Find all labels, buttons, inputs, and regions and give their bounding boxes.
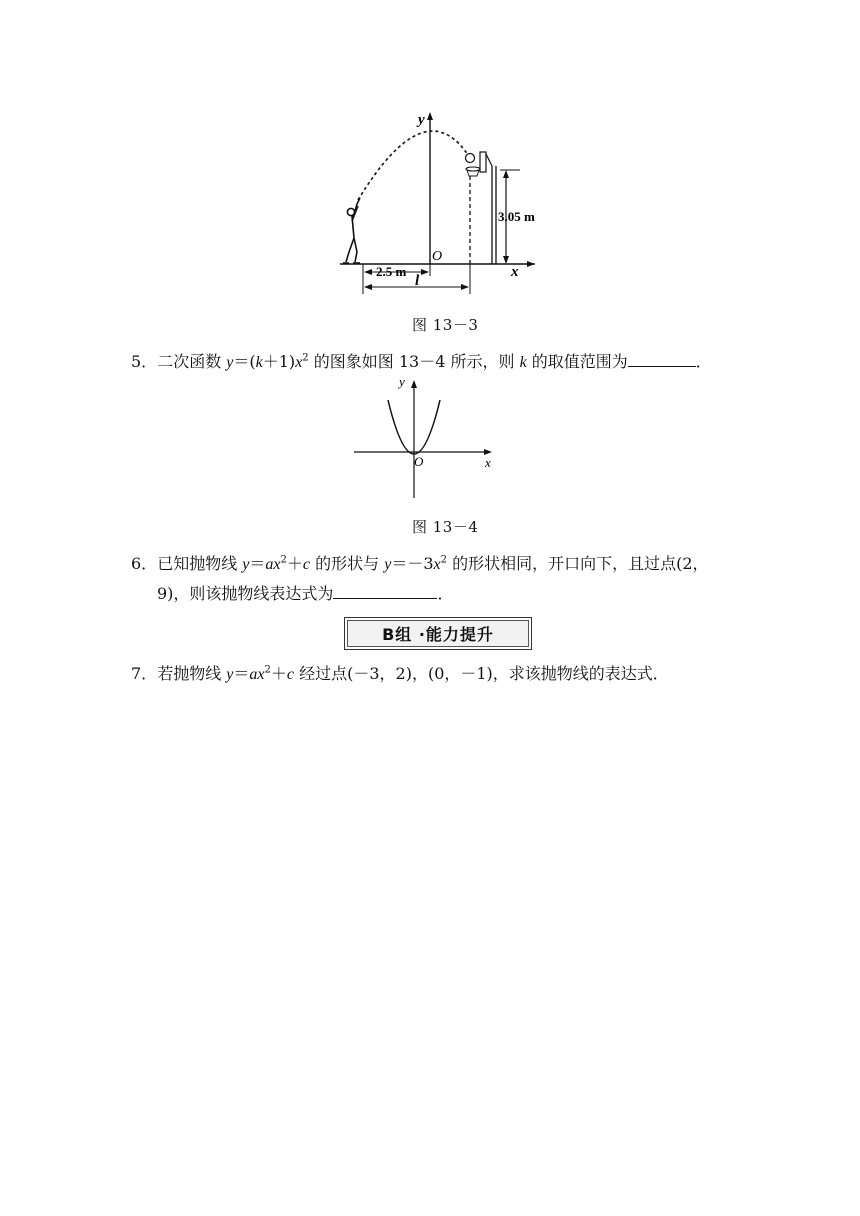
figure2-caption: 图 13－4 — [412, 518, 479, 536]
q5-text-4: 的图象如图 13－4 所示，则 — [308, 352, 520, 371]
q7-y: y — [226, 666, 234, 683]
q6-line2-end: ． — [437, 584, 454, 603]
q5-text-1: 二次函数 — [157, 352, 227, 371]
q7-text-2: ＝ — [233, 664, 250, 683]
q6-exponent: 2 — [280, 554, 287, 566]
q5-text-3: ＋1) — [262, 352, 296, 371]
figure-13-4 — [350, 372, 500, 502]
q6-text-3: ＋ — [286, 554, 303, 573]
q7-text-3: ＋ — [270, 664, 287, 683]
q6-text-6: 的形状相同，开口向下，且过点(2， — [446, 554, 709, 573]
q6-line2-text: 9)，则该抛物线表达式为 — [157, 584, 334, 603]
figure2-origin-label: O — [414, 454, 424, 469]
q7-text-1: 若抛物线 — [157, 664, 227, 683]
section-banner-label: B组 ·能力提升 — [382, 625, 494, 644]
q6-exponent-2: 2 — [440, 554, 447, 566]
figure1-origin-label: O — [432, 249, 443, 264]
q6-answer-blank[interactable] — [333, 583, 437, 599]
q6-c: c — [302, 556, 311, 573]
figure1-l-label: l — [415, 273, 420, 289]
figure1-x-label: x — [511, 264, 519, 280]
q5-exponent: 2 — [302, 352, 309, 364]
question-7 — [131, 662, 669, 687]
q6-number: 6． — [131, 554, 158, 573]
figure2-y-label: y — [399, 374, 405, 389]
q6-text-1: 已知抛物线 — [157, 554, 243, 573]
q6-text-5: ＝－3 — [391, 554, 434, 573]
figure1-y-label: y — [418, 112, 425, 128]
figure1-caption: 图 13－3 — [412, 316, 479, 334]
q6-text-2: ＝ — [249, 554, 266, 573]
figure1-height-label: 3.05 m — [498, 209, 535, 224]
q5-text-6: ． — [695, 352, 712, 371]
q6-y2: y — [384, 556, 392, 573]
q5-text-5: 的取值范围为 — [526, 352, 628, 371]
q5-k: k — [255, 354, 263, 371]
q6-y: y — [242, 556, 250, 573]
q7-ax: ax — [249, 666, 265, 683]
q5-text-2: ＝( — [233, 352, 256, 371]
q5-answer-blank[interactable] — [628, 351, 696, 367]
player-figure — [343, 198, 360, 263]
section-banner — [344, 617, 532, 650]
question-6-line-1 — [131, 552, 709, 577]
question-6-line-2 — [157, 582, 453, 606]
q5-x: x — [295, 354, 303, 371]
q7-exponent: 2 — [264, 664, 271, 676]
q6-ax: ax — [265, 556, 281, 573]
q6-text-4: 的形状与 — [310, 554, 385, 573]
figure2-x-label: x — [485, 455, 491, 470]
q6-x: x — [433, 556, 441, 573]
q5-y: y — [226, 354, 234, 371]
q5-k2: k — [519, 354, 527, 371]
q7-c: c — [286, 666, 295, 683]
q7-number: 7． — [131, 664, 158, 683]
q7-text-4: 经过点(－3，2)，(0，－1)，求该抛物线的表达式． — [294, 664, 669, 683]
q5-number: 5． — [131, 352, 158, 371]
figure-13-3 — [330, 108, 545, 298]
figure1-distance-label: 2.5 m — [376, 264, 407, 279]
